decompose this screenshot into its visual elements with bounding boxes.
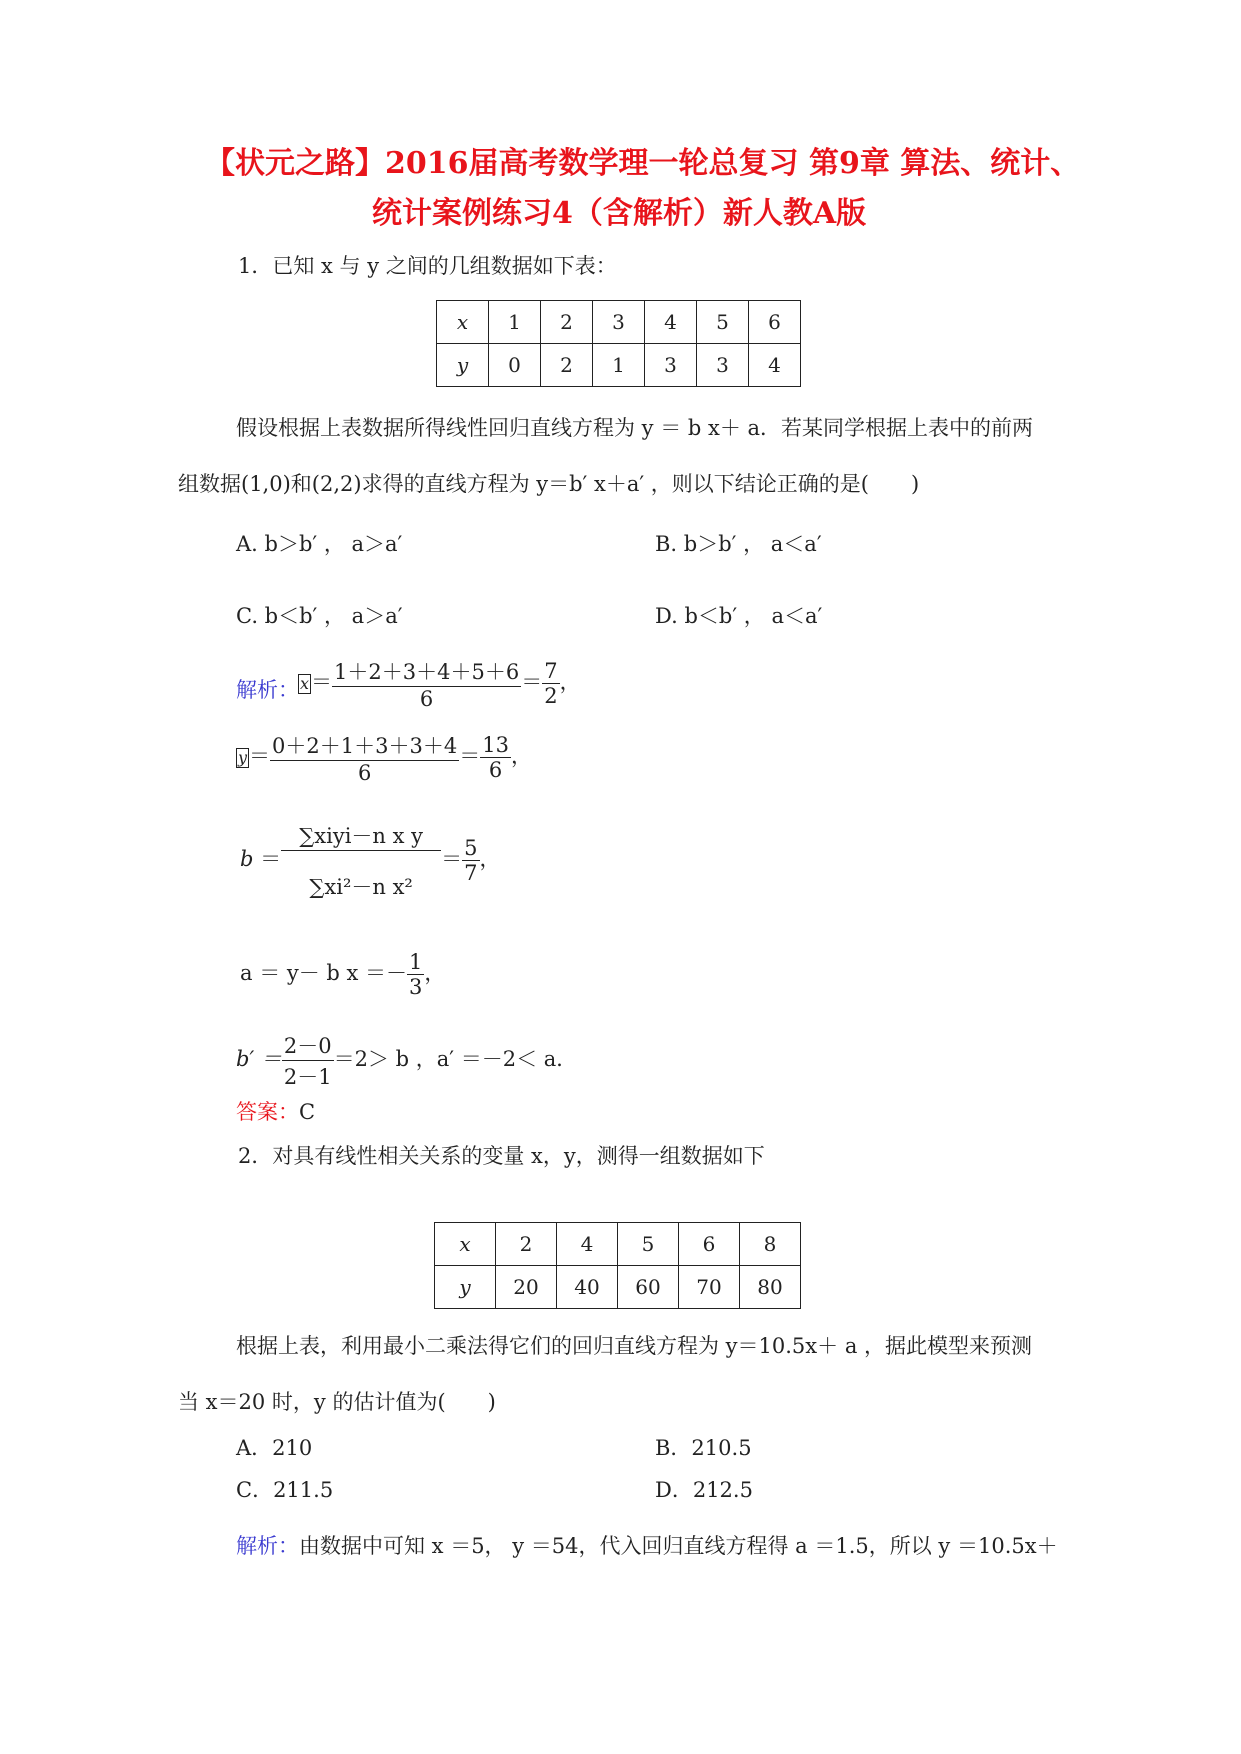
- q1-para2: 组数据(1,0)和(2,2)求得的直线方程为 y＝b′ x＋a′ ，则以下结论正确的是( ): [178, 472, 920, 496]
- table-cell: 40: [557, 1266, 618, 1309]
- q2-option-b[interactable]: B．210.5: [655, 1436, 752, 1460]
- table-cell: 6: [679, 1223, 740, 1266]
- table-cell: x: [437, 301, 489, 344]
- table-cell: 6: [749, 301, 801, 344]
- q1-stem: 1．已知 x 与 y 之间的几组数据如下表：: [238, 254, 617, 278]
- table-cell: 60: [618, 1266, 679, 1309]
- table-cell: 1: [593, 344, 645, 387]
- q2-option-d[interactable]: D．212.5: [655, 1478, 753, 1502]
- table-cell: 80: [740, 1266, 801, 1309]
- table-cell: 4: [749, 344, 801, 387]
- table-row: [435, 1266, 801, 1309]
- table-cell: y: [437, 344, 489, 387]
- q1-option-d[interactable]: D. b＜b′ ， a＜a′: [655, 604, 823, 628]
- table-cell: y: [435, 1266, 496, 1309]
- q2-analysis: 解析：由数据中可知 x ＝5， y ＝54，代入回归直线方程得 a ＝1.5，所以 y ＝10.5x＋: [236, 1534, 1058, 1558]
- q1-answer: 答案：C: [236, 1100, 316, 1124]
- table-cell: 0: [489, 344, 541, 387]
- table-cell: 5: [618, 1223, 679, 1266]
- q1-option-a[interactable]: A. b＞b′ ， a＞a′: [236, 532, 403, 556]
- doc-title-line1: 【状元之路】2016届高考数学理一轮总复习 第9章 算法、统计、: [205, 146, 1081, 181]
- q2-para2: 当 x＝20 时，y 的估计值为( ): [178, 1390, 496, 1414]
- table-cell: 5: [697, 301, 749, 344]
- table-row: [437, 301, 801, 344]
- q1-step2: y＝ $\frac{0+2+1+3+3+4}{6}$ ＝ $\frac{13}{6}$ ，: [238, 733, 532, 785]
- q2-option-a[interactable]: A．210: [236, 1436, 313, 1460]
- table-cell: 1: [489, 301, 541, 344]
- table-cell: 8: [740, 1223, 801, 1266]
- table-cell: x: [435, 1223, 496, 1266]
- q2-option-c[interactable]: C．211.5: [236, 1478, 334, 1502]
- q1-data-table: [436, 300, 801, 387]
- q1-step4: a ＝ y－ b x ＝－ $\frac{1}{3}$ ，: [240, 950, 446, 999]
- table-cell: 2: [541, 301, 593, 344]
- q1-option-b[interactable]: B. b＞b′ ， a＜a′: [655, 532, 822, 556]
- q1-step1: x＝ $\frac{1+2+3+4+5+6}{6}$ ＝ $\frac{7}{2}$ ，: [300, 659, 581, 711]
- table-row: [435, 1223, 801, 1266]
- table-cell: 4: [645, 301, 697, 344]
- table-cell: 20: [496, 1266, 557, 1309]
- q1-analysis-label: 解析：: [236, 678, 299, 702]
- table-cell: 70: [679, 1266, 740, 1309]
- table-cell: 3: [645, 344, 697, 387]
- doc-title-line2: 统计案例练习4（含解析）新人教A版: [372, 196, 867, 231]
- q1-step3: b ＝ $\frac{\text{∑xiyi－n x y}}{\text{∑xi²－n x²}}$ ＝ $\frac{5}{7}$ ，: [240, 824, 501, 899]
- table-cell: 2: [496, 1223, 557, 1266]
- q2-stem: 2．对具有线性相关关系的变量 x，y，测得一组数据如下: [238, 1144, 765, 1168]
- table-cell: 2: [541, 344, 593, 387]
- table-cell: 3: [593, 301, 645, 344]
- q2-para1: 根据上表，利用最小二乘法得它们的回归直线方程为 y＝10.5x＋ a ，据此模型来预测: [236, 1334, 1033, 1358]
- q1-step5: b′ ＝ $\frac{2-0}{2-1}$ ＝2＞ b ，a′ ＝－2＜ a．: [236, 1034, 578, 1089]
- q1-para1: 假设根据上表数据所得线性回归直线方程为 y ＝ b x＋ a．若某同学根据上表中的前两: [236, 416, 1034, 440]
- q2-data-table: [434, 1222, 801, 1309]
- table-cell: 3: [697, 344, 749, 387]
- table-cell: 4: [557, 1223, 618, 1266]
- q1-option-c[interactable]: C. b＜b′ ， a＞a′: [236, 604, 403, 628]
- table-row: [437, 344, 801, 387]
